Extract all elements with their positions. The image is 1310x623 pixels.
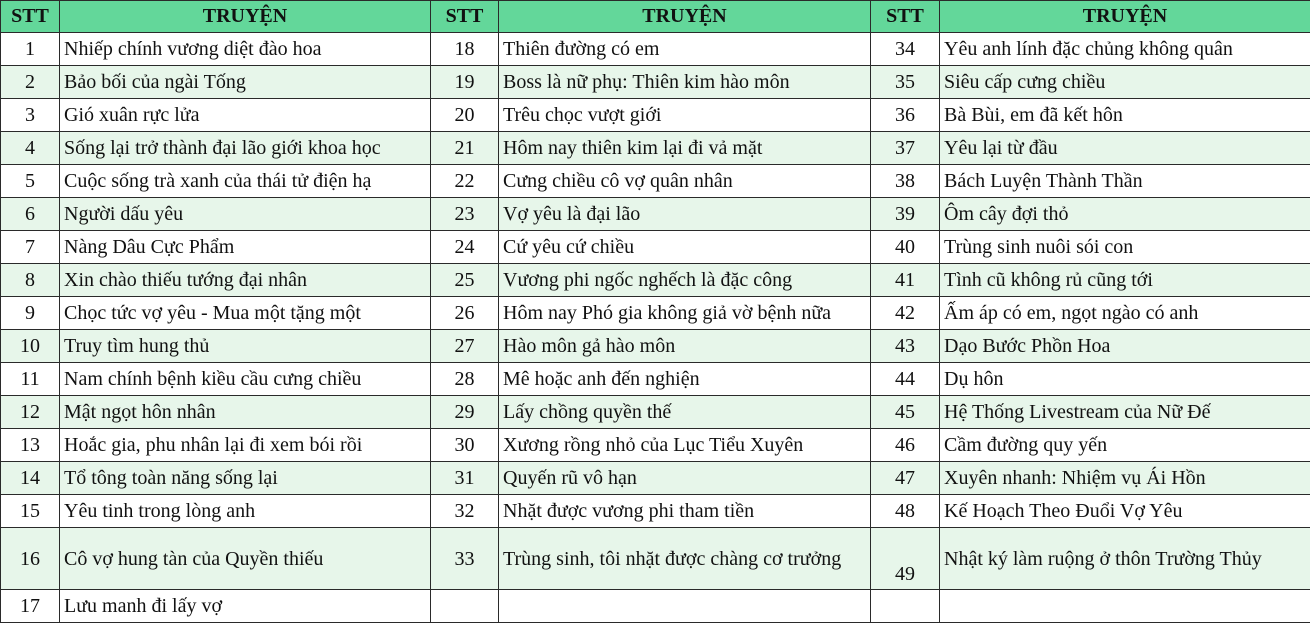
table-row [1, 462, 1310, 495]
story-title-cell: Yêu anh lính đặc chủng không quân [940, 33, 1310, 66]
table-row [1, 132, 1310, 165]
table-row [1, 429, 1310, 462]
story-title-cell: Hoắc gia, phu nhân lại đi xem bói rồi [60, 429, 431, 462]
story-title-cell: Bách Luyện Thành Thần [940, 165, 1310, 198]
table-row [1, 165, 1310, 198]
story-title-cell: Siêu cấp cưng chiều [940, 66, 1310, 99]
story-title-cell: Nàng Dâu Cực Phẩm [60, 231, 431, 264]
stt-cell: 48 [871, 495, 940, 528]
stt-cell: 29 [431, 396, 499, 429]
stt-cell: 5 [1, 165, 60, 198]
table-row [1, 99, 1310, 132]
story-title-cell: Hôm nay thiên kim lại đi vả mặt [499, 132, 871, 165]
story-title-cell: Người dấu yêu [60, 198, 431, 231]
story-title-cell: Mật ngọt hôn nhân [60, 396, 431, 429]
stt-cell [431, 590, 499, 623]
story-title-cell: Ấm áp có em, ngọt ngào có anh [940, 297, 1310, 330]
header-stt: STT [1, 1, 60, 33]
story-title-cell: Tổ tông toàn năng sống lại [60, 462, 431, 495]
story-title-cell: Sống lại trở thành đại lão giới khoa học [60, 132, 431, 165]
stt-cell: 23 [431, 198, 499, 231]
header-stt: STT [431, 1, 499, 33]
stt-cell: 39 [871, 198, 940, 231]
story-title-cell: Vương phi ngốc nghếch là đặc công [499, 264, 871, 297]
story-title-cell: Cưng chiều cô vợ quân nhân [499, 165, 871, 198]
stt-cell [871, 590, 940, 623]
story-title-cell: Mê hoặc anh đến nghiện [499, 363, 871, 396]
story-title-cell: Ôm cây đợi thỏ [940, 198, 1310, 231]
stt-cell: 37 [871, 132, 940, 165]
stt-cell: 46 [871, 429, 940, 462]
stt-cell: 17 [1, 590, 60, 623]
stt-cell: 11 [1, 363, 60, 396]
story-title-cell: Boss là nữ phụ: Thiên kim hào môn [499, 66, 871, 99]
story-title-cell: Trêu chọc vượt giới [499, 99, 871, 132]
stt-cell: 47 [871, 462, 940, 495]
story-title-cell: Xương rồng nhỏ của Lục Tiểu Xuyên [499, 429, 871, 462]
header-title: TRUYỆN [60, 1, 431, 33]
story-title-cell: Quyến rũ vô hạn [499, 462, 871, 495]
stt-cell: 16 [1, 528, 60, 590]
stt-cell: 27 [431, 330, 499, 363]
stt-cell: 33 [431, 528, 499, 590]
story-title-cell: Gió xuân rực lửa [60, 99, 431, 132]
stt-cell: 41 [871, 264, 940, 297]
table-row [1, 330, 1310, 363]
table-row [1, 198, 1310, 231]
story-title-cell: Nhặt được vương phi tham tiền [499, 495, 871, 528]
table-row [1, 297, 1310, 330]
story-title-cell: Hào môn gả hào môn [499, 330, 871, 363]
stt-cell: 31 [431, 462, 499, 495]
stt-cell: 8 [1, 264, 60, 297]
table-row [1, 231, 1310, 264]
story-title-cell: Vợ yêu là đại lão [499, 198, 871, 231]
header-title: TRUYỆN [499, 1, 871, 33]
story-title-cell: Chọc tức vợ yêu - Mua một tặng một [60, 297, 431, 330]
stt-cell: 30 [431, 429, 499, 462]
stt-cell: 34 [871, 33, 940, 66]
stt-cell: 18 [431, 33, 499, 66]
table-row [1, 363, 1310, 396]
table-row [1, 528, 1310, 590]
header-title: TRUYỆN [940, 1, 1310, 33]
stt-cell: 40 [871, 231, 940, 264]
header-stt: STT [871, 1, 940, 33]
stt-cell: 49 [871, 528, 940, 590]
stt-cell: 42 [871, 297, 940, 330]
story-title-cell: Xin chào thiếu tướng đại nhân [60, 264, 431, 297]
story-title-cell: Thiên đường có em [499, 33, 871, 66]
story-title-cell: Hôm nay Phó gia không giả vờ bệnh nữa [499, 297, 871, 330]
story-title-cell: Nhiếp chính vương diệt đào hoa [60, 33, 431, 66]
stt-cell: 12 [1, 396, 60, 429]
stt-cell: 22 [431, 165, 499, 198]
story-title-cell: Cầm đường quy yến [940, 429, 1310, 462]
stt-cell: 36 [871, 99, 940, 132]
story-title-cell: Dụ hôn [940, 363, 1310, 396]
table-row [1, 590, 1310, 623]
stt-cell: 9 [1, 297, 60, 330]
story-title-cell: Yêu lại từ đầu [940, 132, 1310, 165]
header-row [1, 1, 1310, 33]
story-title-cell: Lưu manh đi lấy vợ [60, 590, 431, 623]
story-title-cell: Trùng sinh nuôi sói con [940, 231, 1310, 264]
stt-cell: 2 [1, 66, 60, 99]
story-title-cell: Trùng sinh, tôi nhặt được chàng cơ trưởng [499, 528, 871, 590]
stt-cell: 1 [1, 33, 60, 66]
stt-cell: 10 [1, 330, 60, 363]
stt-cell: 38 [871, 165, 940, 198]
stt-cell: 4 [1, 132, 60, 165]
stt-cell: 20 [431, 99, 499, 132]
story-title-cell: Bảo bối của ngài Tống [60, 66, 431, 99]
table-row [1, 66, 1310, 99]
story-title-cell: Lấy chồng quyền thế [499, 396, 871, 429]
stt-cell: 44 [871, 363, 940, 396]
story-title-cell: Yêu tinh trong lòng anh [60, 495, 431, 528]
stt-cell: 15 [1, 495, 60, 528]
stt-cell: 43 [871, 330, 940, 363]
stt-cell: 24 [431, 231, 499, 264]
story-title-cell: Bà Bùi, em đã kết hôn [940, 99, 1310, 132]
story-title-cell [940, 590, 1310, 623]
table-row [1, 264, 1310, 297]
stt-cell: 28 [431, 363, 499, 396]
story-title-cell: Hệ Thống Livestream của Nữ Đế [940, 396, 1310, 429]
stt-cell: 26 [431, 297, 499, 330]
story-title-cell: Nhật ký làm ruộng ở thôn Trường Thủy [940, 528, 1310, 590]
story-title-cell: Xuyên nhanh: Nhiệm vụ Ái Hồn [940, 462, 1310, 495]
stt-cell: 7 [1, 231, 60, 264]
stt-cell: 45 [871, 396, 940, 429]
story-title-cell: Tình cũ không rủ cũng tới [940, 264, 1310, 297]
story-title-cell: Nam chính bệnh kiều cầu cưng chiều [60, 363, 431, 396]
stt-cell: 3 [1, 99, 60, 132]
story-title-cell: Truy tìm hung thủ [60, 330, 431, 363]
stt-cell: 13 [1, 429, 60, 462]
stt-cell: 6 [1, 198, 60, 231]
stt-cell: 19 [431, 66, 499, 99]
story-title-cell [499, 590, 871, 623]
stt-cell: 21 [431, 132, 499, 165]
table-row [1, 33, 1310, 66]
story-title-cell: Cứ yêu cứ chiều [499, 231, 871, 264]
table-row [1, 495, 1310, 528]
stt-cell: 35 [871, 66, 940, 99]
stt-cell: 14 [1, 462, 60, 495]
stt-cell: 32 [431, 495, 499, 528]
stt-cell: 25 [431, 264, 499, 297]
story-title-cell: Cô vợ hung tàn của Quyền thiếu [60, 528, 431, 590]
table-row [1, 396, 1310, 429]
story-title-cell: Kế Hoạch Theo Đuổi Vợ Yêu [940, 495, 1310, 528]
story-title-cell: Cuộc sống trà xanh của thái tử điện hạ [60, 165, 431, 198]
story-title-cell: Dạo Bước Phồn Hoa [940, 330, 1310, 363]
